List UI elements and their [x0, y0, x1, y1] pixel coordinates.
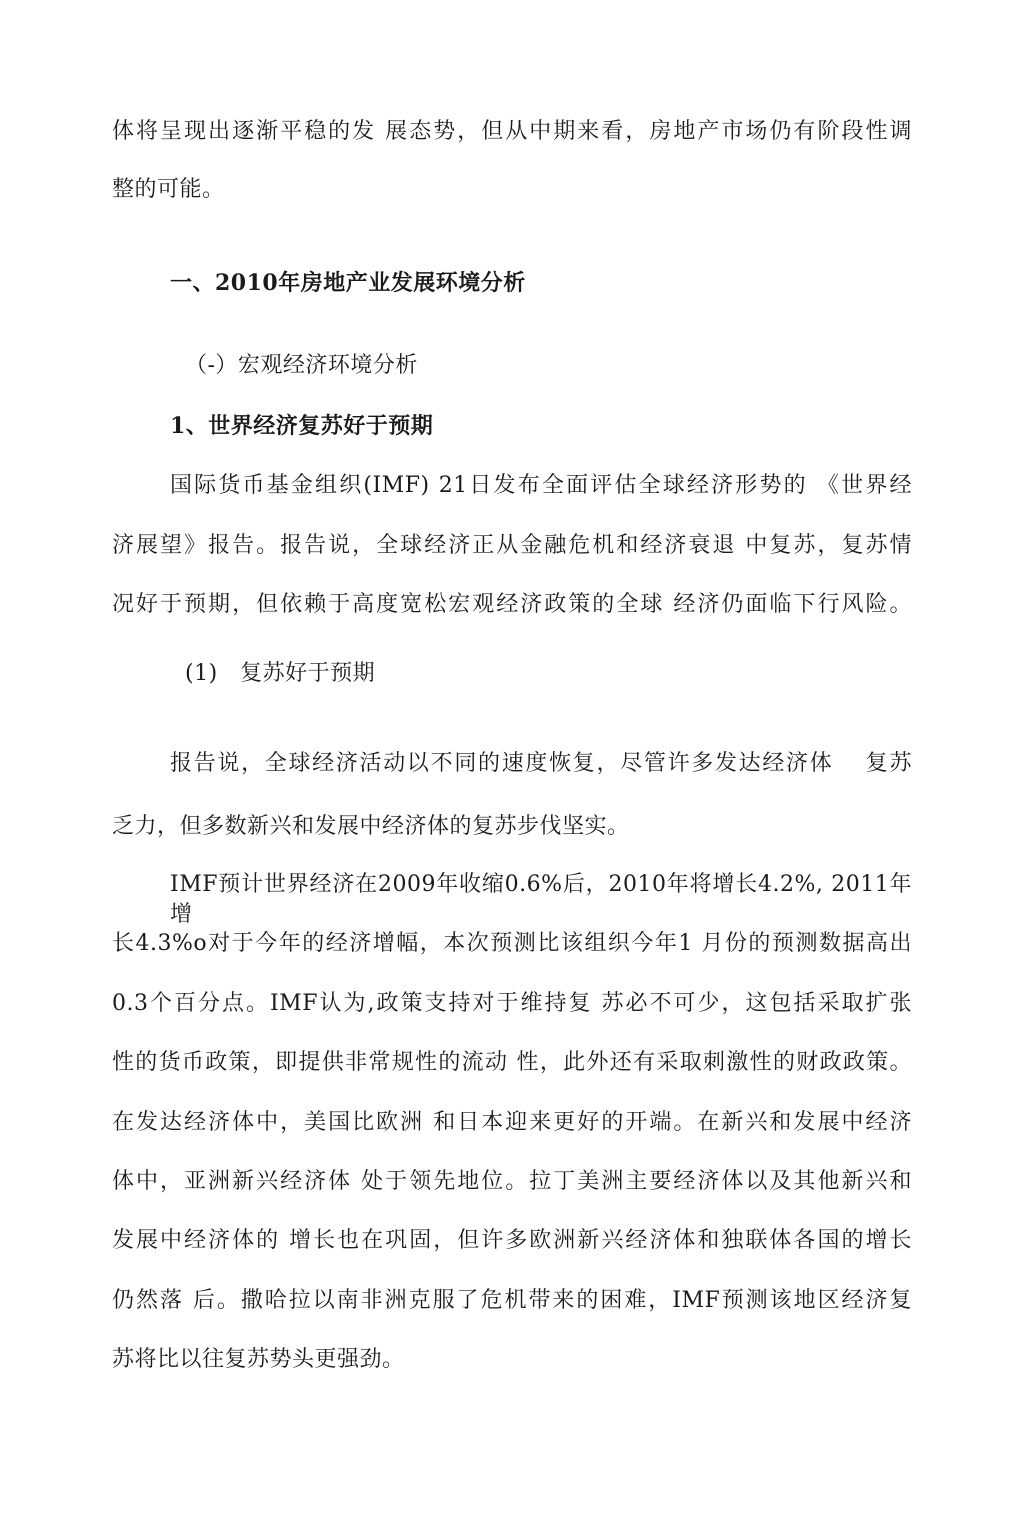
- body-line-15: 仍然落 后。撒哈拉以南非洲克服了危机带来的困难，IMF预测该地区经济复: [112, 1288, 912, 1313]
- body-line-10: 0.3个百分点。IMF认为,政策支持对于维持复 苏必不可少，这包括采取扩张: [112, 991, 912, 1016]
- body-line-5: 况好于预期，但依赖于高度宽松宏观经济政策的全球 经济仍面临下行风险。: [112, 592, 912, 617]
- body-line-3: 国际货币基金组织(IMF) 21日发布全面评估全球经济形势的 《世界经: [170, 473, 912, 498]
- body-line-13: 体中，亚洲新兴经济体 处于领先地位。拉丁美洲主要经济体以及其他新兴和: [112, 1169, 912, 1194]
- body-line-4: 济展望》报告。报告说，全球经济正从金融危机和经济衰退 中复苏，复苏情: [112, 533, 912, 558]
- body-line-11: 性的货币政策，即提供非常规性的流动 性，此外还有采取刺激性的财政政策。: [112, 1050, 912, 1075]
- body-line-1: 体将呈现出逐渐平稳的发 展态势，但从中期来看，房地产市场仍有阶段性调: [112, 119, 912, 144]
- body-line-14: 发展中经济体的 增长也在巩固，但许多欧洲新兴经济体和独联体各国的增长: [112, 1228, 912, 1253]
- numbered-subheading: (1) 复苏好于预期: [185, 661, 376, 686]
- body-line-2: 整的可能。: [112, 177, 225, 202]
- body-line-9: 长4.3%o对于今年的经济增幅，本次预测比该组织今年1 月份的预测数据高出: [112, 931, 912, 956]
- item-heading: 1、世界经济复苏好于预期: [170, 413, 434, 439]
- body-line-7: 乏力，但多数新兴和发展中经济体的复苏步伐坚实。: [112, 814, 630, 839]
- body-line-12: 在发达经济体中，美国比欧洲 和日本迎来更好的开端。在新兴和发展中经济: [112, 1110, 912, 1135]
- body-line-6: 报告说，全球经济活动以不同的速度恢复，尽管许多发达经济体 复苏: [170, 751, 912, 776]
- body-line-16: 苏将比以往复苏势头更强劲。: [112, 1347, 405, 1372]
- subsection-heading: （-）宏观经济环境分析: [185, 353, 418, 378]
- section-heading: 一、2010年房地产业发展环境分析: [170, 270, 526, 296]
- body-line-8: IMF预计世界经济在2009年收缩0.6%后，2010年将增长4.2%, 2011年增: [170, 872, 912, 927]
